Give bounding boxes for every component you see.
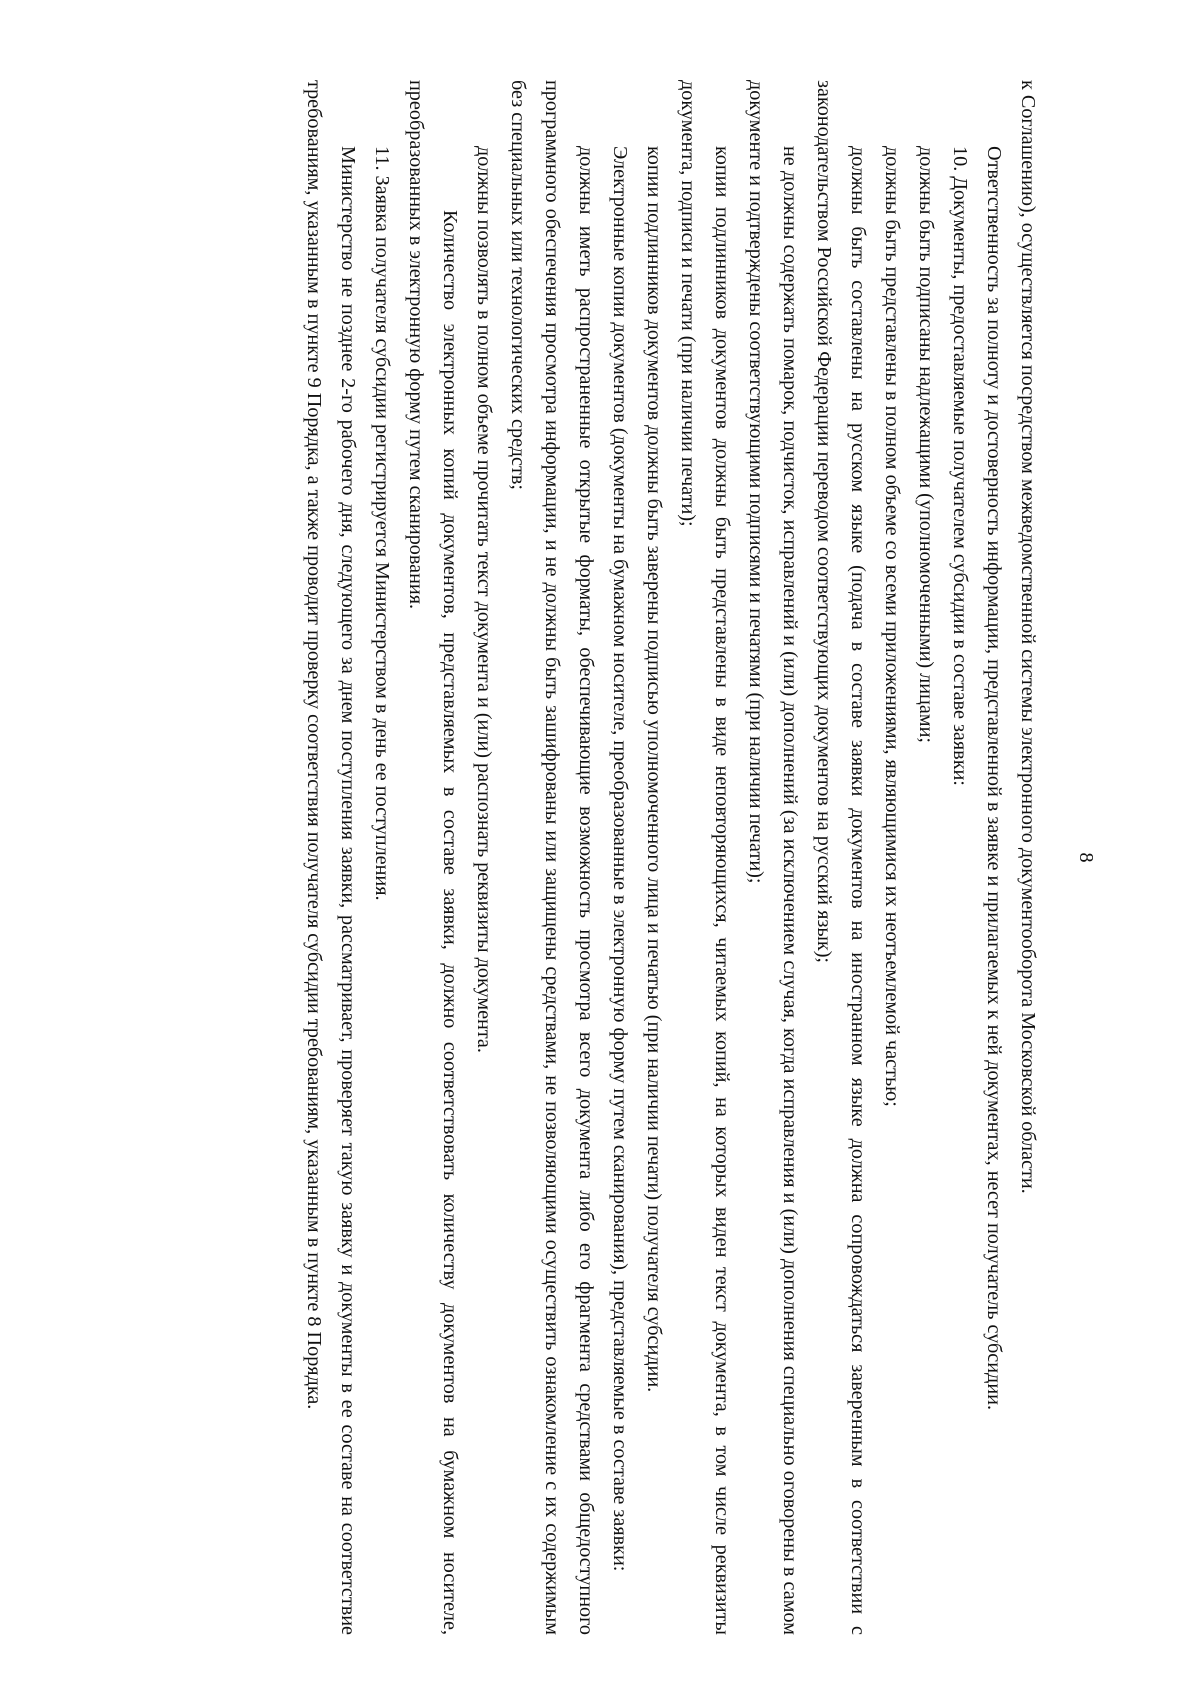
paragraph: должны быть подписаны надлежащими (уполномоченными) лицами;: [915, 146, 937, 744]
paragraph: 10. Документы, предоставляемые получателем субсидии в составе заявки:: [949, 146, 971, 786]
paragraph: к Соглашению), осуществляется посредством межведомственной системы электронного документооборота Московской области.: [1017, 80, 1039, 1194]
paragraph: должны иметь распространенные открытые форматы, обеспечивающие возможность просмотра всего документа либо его фрагмента средствами общедоступного программного обеспечения просмотра информации, и не должны быть зашифрованы или защищены средствами, не позволяющими осуществить ознакомление с их содержимым без специальных или технологических средств;: [507, 80, 597, 1635]
paragraph: должны позволять в полном объеме прочитать текст документа и (или) распознать реквизиты документа.: [473, 146, 495, 1053]
paragraph: Электронные копии документов (документы на бумажном носителе, преобразованные в электронную форму путем сканирования), представляемые в составе заявки:: [609, 146, 631, 1572]
paragraph: копии подлинников документов должны быть представлены в виде неповторяющихся, читаемых копий, на которых виден текст документа, в том числе реквизиты документа, подписи и печати (при наличии печати);: [677, 80, 733, 1635]
paragraph: Количество электронных копий документов, представляемых в составе заявки, должно соответствовать количеству документов на бумажном носителе, преобразованных в электронную форму путем сканирования.: [405, 80, 461, 1635]
paragraph: не должны содержать помарок, подчисток, исправлений и (или) дополнений (за исключением случая, когда исправления и (или) дополнения специально оговорены в самом документе и подтверждены соответствующими подписями и печатями (при наличии печати);: [745, 80, 801, 1635]
paragraph: должны быть составлены на русском языке (подача в составе заявки документов на иностранном языке должна сопровождаться заверенным в соответствии с законодательством Российской Федерации переводом соответствующих документов на русский язык);: [813, 80, 869, 1635]
paragraph: 11. Заявка получателя субсидии регистрируется Министерством в день ее поступления.: [371, 146, 393, 901]
paragraph: Ответственность за полноту и достоверность информации, представленной в заявке и прилагаемых к ней документах, несет получатель субсидии.: [983, 146, 1005, 1410]
paragraph: копии подлинников документов должны быть заверены подписью уполномоченного лица и печатью (при наличии печати) получателя субсидии.: [643, 146, 665, 1393]
paragraph: должны быть представлены в полном объеме со всеми приложениями, являющимися их неотъемлемой частью;: [881, 146, 903, 1107]
page-number: 8: [1075, 852, 1097, 863]
paragraph: Министерство не позднее 2-го рабочего дня, следующего за днем поступления заявки, рассматривает, проверяет такую заявку и документы в ее составе на соответствие требованиям, указанным в пункте 9 Порядка, а также проводит проверку соответствия получателя субсидии требованиям, указанным в пункте 8 Порядка.: [303, 80, 359, 1635]
rotated-page: [143, 80, 1103, 1635]
